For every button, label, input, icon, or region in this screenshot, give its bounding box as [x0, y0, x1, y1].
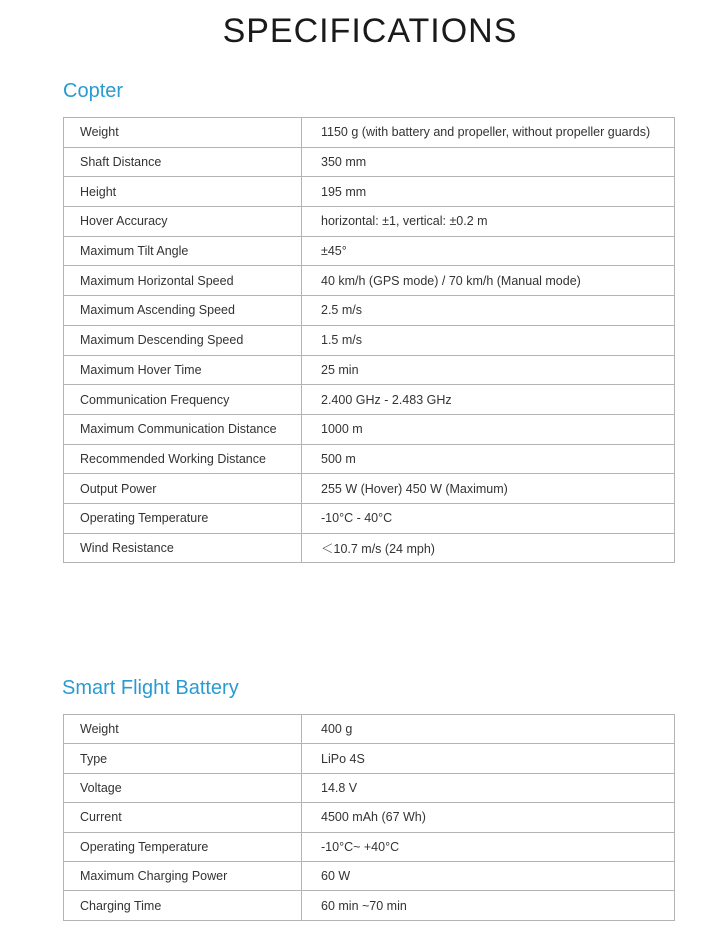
table-row — [64, 803, 675, 832]
page-title: SPECIFICATIONS — [222, 12, 518, 50]
table-row — [64, 147, 675, 177]
table-row — [64, 355, 675, 385]
spec-label: Maximum Communication Distance — [64, 414, 302, 444]
spec-label: Maximum Charging Power — [64, 861, 302, 890]
table-row — [64, 207, 675, 237]
battery-section-title: Smart Flight Battery — [62, 677, 239, 699]
copter-section-title: Copter — [63, 80, 124, 102]
table-row — [64, 474, 675, 504]
spec-label: Communication Frequency — [64, 385, 302, 415]
spec-label: Charging Time — [64, 891, 302, 920]
table-row — [64, 891, 675, 920]
spec-label: Maximum Horizontal Speed — [64, 266, 302, 296]
table-row — [64, 266, 675, 296]
table-row — [64, 533, 675, 563]
spec-label: Voltage — [64, 773, 302, 802]
table-row — [64, 715, 675, 744]
table-row — [64, 503, 675, 533]
spec-label: Type — [64, 744, 302, 773]
spec-label: Hover Accuracy — [64, 207, 302, 237]
spec-value: 40 km/h (GPS mode) / 70 km/h (Manual mode) — [302, 266, 675, 296]
spec-value: horizontal: ±1, vertical: ±0.2 m — [302, 207, 675, 237]
table-row — [64, 861, 675, 890]
spec-value: ＜10.7 m/s (24 mph) — [302, 533, 675, 563]
spec-label: Operating Temperature — [64, 503, 302, 533]
table-row — [64, 444, 675, 474]
spec-label: Height — [64, 177, 302, 207]
table-row — [64, 744, 675, 773]
spec-value: 60 W — [302, 861, 675, 890]
spec-value: 25 min — [302, 355, 675, 385]
battery-spec-table — [63, 714, 675, 921]
table-row — [64, 236, 675, 266]
table-row — [64, 414, 675, 444]
spec-value: 4500 mAh (67 Wh) — [302, 803, 675, 832]
spec-value: 255 W (Hover) 450 W (Maximum) — [302, 474, 675, 504]
spec-label: Current — [64, 803, 302, 832]
spec-value: 1000 m — [302, 414, 675, 444]
spec-label: Shaft Distance — [64, 147, 302, 177]
table-row — [64, 832, 675, 861]
spec-value: 2.400 GHz - 2.483 GHz — [302, 385, 675, 415]
spec-value: -10°C - 40°C — [302, 503, 675, 533]
table-row — [64, 385, 675, 415]
spec-value: 2.5 m/s — [302, 296, 675, 326]
spec-label: Recommended Working Distance — [64, 444, 302, 474]
spec-value: 500 m — [302, 444, 675, 474]
table-row — [64, 118, 675, 148]
spec-label: Maximum Ascending Speed — [64, 296, 302, 326]
spec-value: ±45° — [302, 236, 675, 266]
spec-value: 400 g — [302, 715, 675, 744]
table-row — [64, 177, 675, 207]
spec-label: Operating Temperature — [64, 832, 302, 861]
spec-label: Output Power — [64, 474, 302, 504]
spec-label: Maximum Hover Time — [64, 355, 302, 385]
spec-value: -10°C~ +40°C — [302, 832, 675, 861]
spec-value: 350 mm — [302, 147, 675, 177]
spec-value: 195 mm — [302, 177, 675, 207]
spec-value: 60 min ~70 min — [302, 891, 675, 920]
spec-label: Maximum Tilt Angle — [64, 236, 302, 266]
spec-value: 14.8 V — [302, 773, 675, 802]
spec-label: Maximum Descending Speed — [64, 325, 302, 355]
table-row — [64, 773, 675, 802]
spec-label: Wind Resistance — [64, 533, 302, 563]
spec-value: LiPo 4S — [302, 744, 675, 773]
spec-label: Weight — [64, 118, 302, 148]
table-row — [64, 296, 675, 326]
table-row — [64, 325, 675, 355]
spec-value: 1.5 m/s — [302, 325, 675, 355]
spec-label: Weight — [64, 715, 302, 744]
spec-value: 1150 g (with battery and propeller, without propeller guards) — [302, 118, 675, 148]
copter-spec-table — [63, 117, 675, 563]
